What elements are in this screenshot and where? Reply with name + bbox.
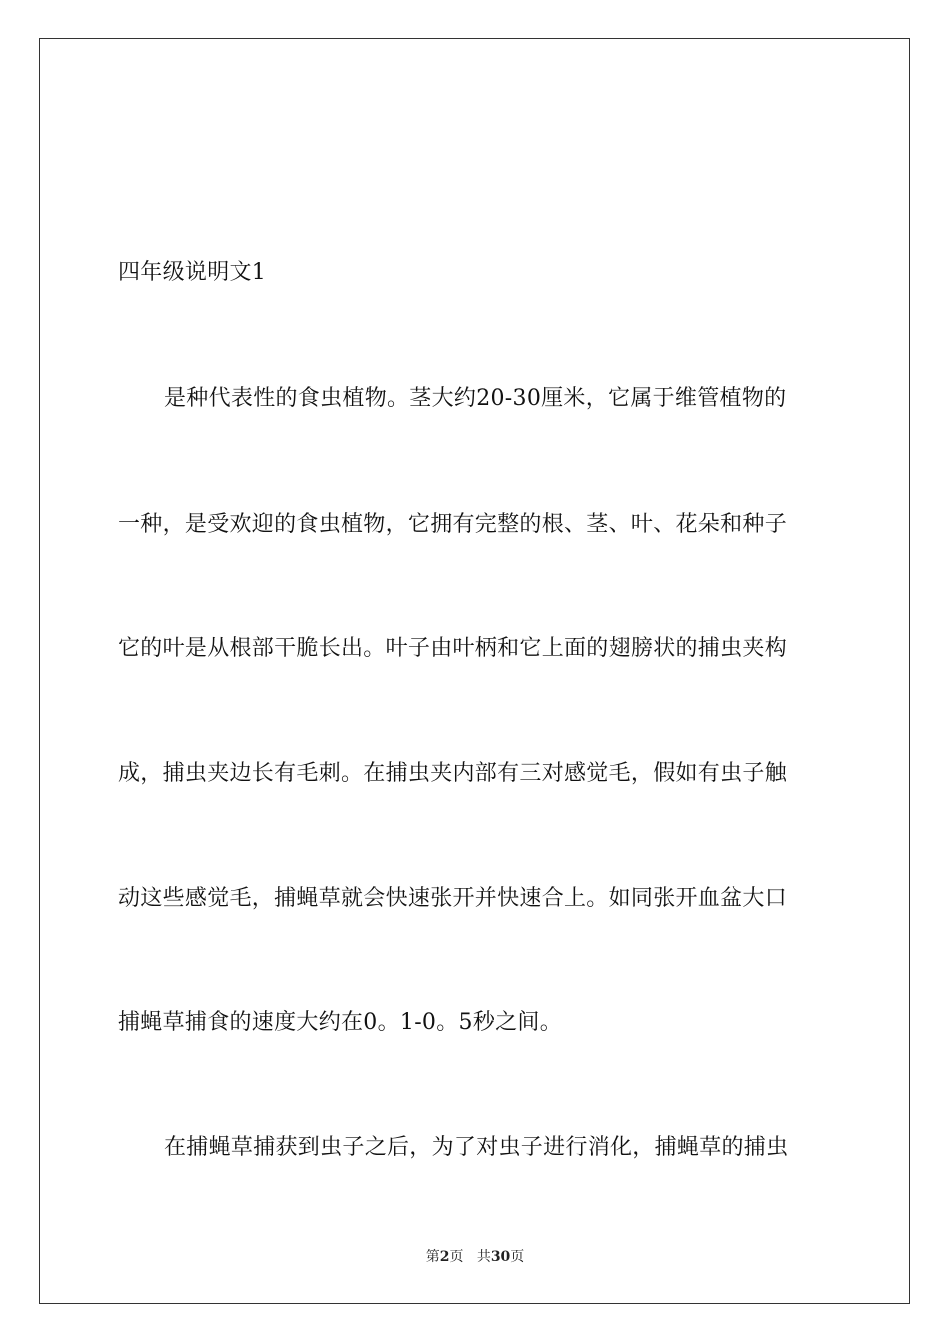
footer-page-suffix: 页 (449, 1249, 464, 1265)
footer-page-prefix: 第 (425, 1249, 440, 1265)
page-border (39, 38, 910, 1304)
document-heading: 四年级说明文1 (118, 260, 267, 285)
page-footer (0, 1248, 950, 1266)
paragraph-line: 捕蝇草捕食的速度大约在0。1-0。5秒之间。 (118, 1010, 563, 1035)
footer-page-number: 2 (439, 1249, 450, 1265)
paragraph-line: 是种代表性的食虫植物。茎大约20-30厘米，它属于维管植物的 (164, 386, 787, 411)
footer-total-suffix: 页 (510, 1249, 525, 1265)
paragraph-line: 在捕蝇草捕获到虫子之后，为了对虫子进行消化，捕蝇草的捕虫 (164, 1135, 789, 1160)
footer-total-pages: 30 (490, 1249, 511, 1265)
paragraph-line: 它的叶是从根部干脆长出。叶子由叶柄和它上面的翅膀状的捕虫夹构 (118, 636, 788, 661)
footer-total-prefix: 共 (476, 1249, 491, 1265)
paragraph-line: 动这些感觉毛，捕蝇草就会快速张开并快速合上。如同张开血盆大口 (118, 886, 788, 911)
paragraph-line: 一种，是受欢迎的食虫植物，它拥有完整的根、茎、叶、花朵和种子 (118, 512, 788, 537)
paragraph-line: 成，捕虫夹边长有毛刺。在捕虫夹内部有三对感觉毛，假如有虫子触 (118, 761, 788, 786)
